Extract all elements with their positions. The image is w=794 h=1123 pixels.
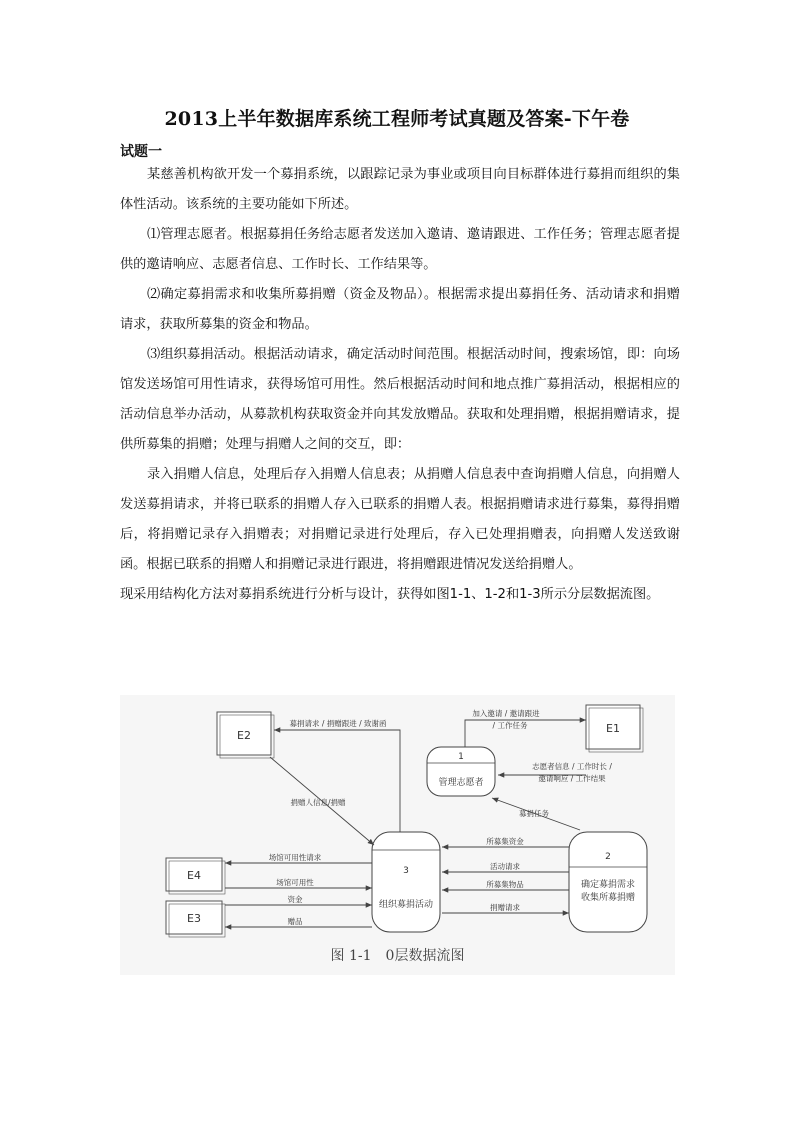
flow-funds: 所募集资金 [486,837,524,846]
entity-e2-label: E2 [237,729,251,742]
page-title: 2013上半年数据库系统工程师考试真题及答案-下午卷 [164,108,630,130]
flow-gift: 赠品 [287,917,303,926]
flow-donation-request: 捐赠请求 [490,903,520,912]
section-heading: 试题一 [120,144,162,160]
paragraph-item-3: ⑶组织募捐活动。根据活动请求，确定活动时间范围。根据活动时间，搜索场馆，即：向场馆发送场馆可用性请求，获得场馆可用性。然后根据活动时间和地点推广募捐活动，根据相应的活动信息举办活动，从募款机构获取资金并向其发放赠品。获取和处理捐赠，根据捐赠请求，提供所募集的捐赠；处理与捐赠人之间的交互，即： [120,347,680,452]
entity-e3-label: E3 [187,912,201,925]
flow-goods: 所募集物品 [486,880,524,889]
process-1-number: 1 [458,752,464,762]
flow-money: 资金 [287,895,303,904]
paragraph-item-1: ⑴管理志愿者。根据募捐任务给志愿者发送加入邀请、邀请跟进、工作任务；管理志愿者提供的邀请响应、志愿者信息、工作时长、工作结果等。 [120,227,680,272]
process-3-name: 组织募捐活动 [378,900,434,910]
paragraph-item-2: ⑵确定募捐需求和收集所募捐赠（资金及物品）。根据需求提出募捐任务、活动请求和捐赠请求，获取所募集的资金和物品。 [120,287,680,332]
figure-caption: 图 1-1 0层数据流图 [330,948,465,964]
paragraph-intro: 某慈善机构欲开发一个募捐系统，以跟踪记录为事业或项目向目标群体进行募捐而组织的集体性活动。该系统的主要功能如下所述。 [120,167,680,212]
paragraph-item-3-cont: 录入捐赠人信息，处理后存入捐赠人信息表；从捐赠人信息表中查询捐赠人信息，向捐赠人发送募捐请求，并将已联系的捐赠人存入已联系的捐赠人表。根据捐赠请求进行募集，募得捐赠后，将捐赠记录存入捐赠表；对捐赠记录进行处理后，存入已处理捐赠表，向捐赠人发送致谢函。根据已联系的捐赠人和捐赠记录进行跟进，将捐赠跟进情况发送给捐赠人。 [120,467,680,572]
paragraph-method: 现采用结构化方法对募捐系统进行分析与设计，获得如图1-1、1-2和1-3所示分层数据流图。 [120,587,660,602]
flow-e1-bottom-2: 邀请响应 / 工作结果 [538,774,606,783]
figure-dfd-level0 [120,695,675,975]
flow-e1-top-1: 加入邀请 / 邀请跟进 [472,709,540,718]
process-1-name: 管理志愿者 [438,778,484,788]
process-2-name-line2: 收集所募捐赠 [580,893,636,903]
flow-activity: 活动请求 [490,862,520,871]
flow-venue-availability: 场馆可用性 [276,878,314,887]
process-2-number: 2 [605,852,611,862]
flow-task: 募捐任务 [519,809,549,818]
dfd-diagram [120,695,675,975]
process-3-number: 3 [403,866,409,876]
flow-e2-top: 募捐请求 / 捐赠跟进 / 致谢函 [289,719,387,728]
entity-e4-label: E4 [187,869,201,882]
flow-e2-diagonal: 捐赠人信息/捐赠 [290,798,346,807]
entity-e1-label: E1 [606,722,620,735]
flow-venue-request: 场馆可用性请求 [268,853,322,862]
flow-e1-bottom-1: 志愿者信息 / 工作时长 / [532,762,612,771]
flow-e1-top-2: / 工作任务 [492,721,528,730]
process-3-box [372,832,440,932]
question-text [120,160,680,610]
process-2-name-line1: 确定募捐需求 [580,880,636,890]
